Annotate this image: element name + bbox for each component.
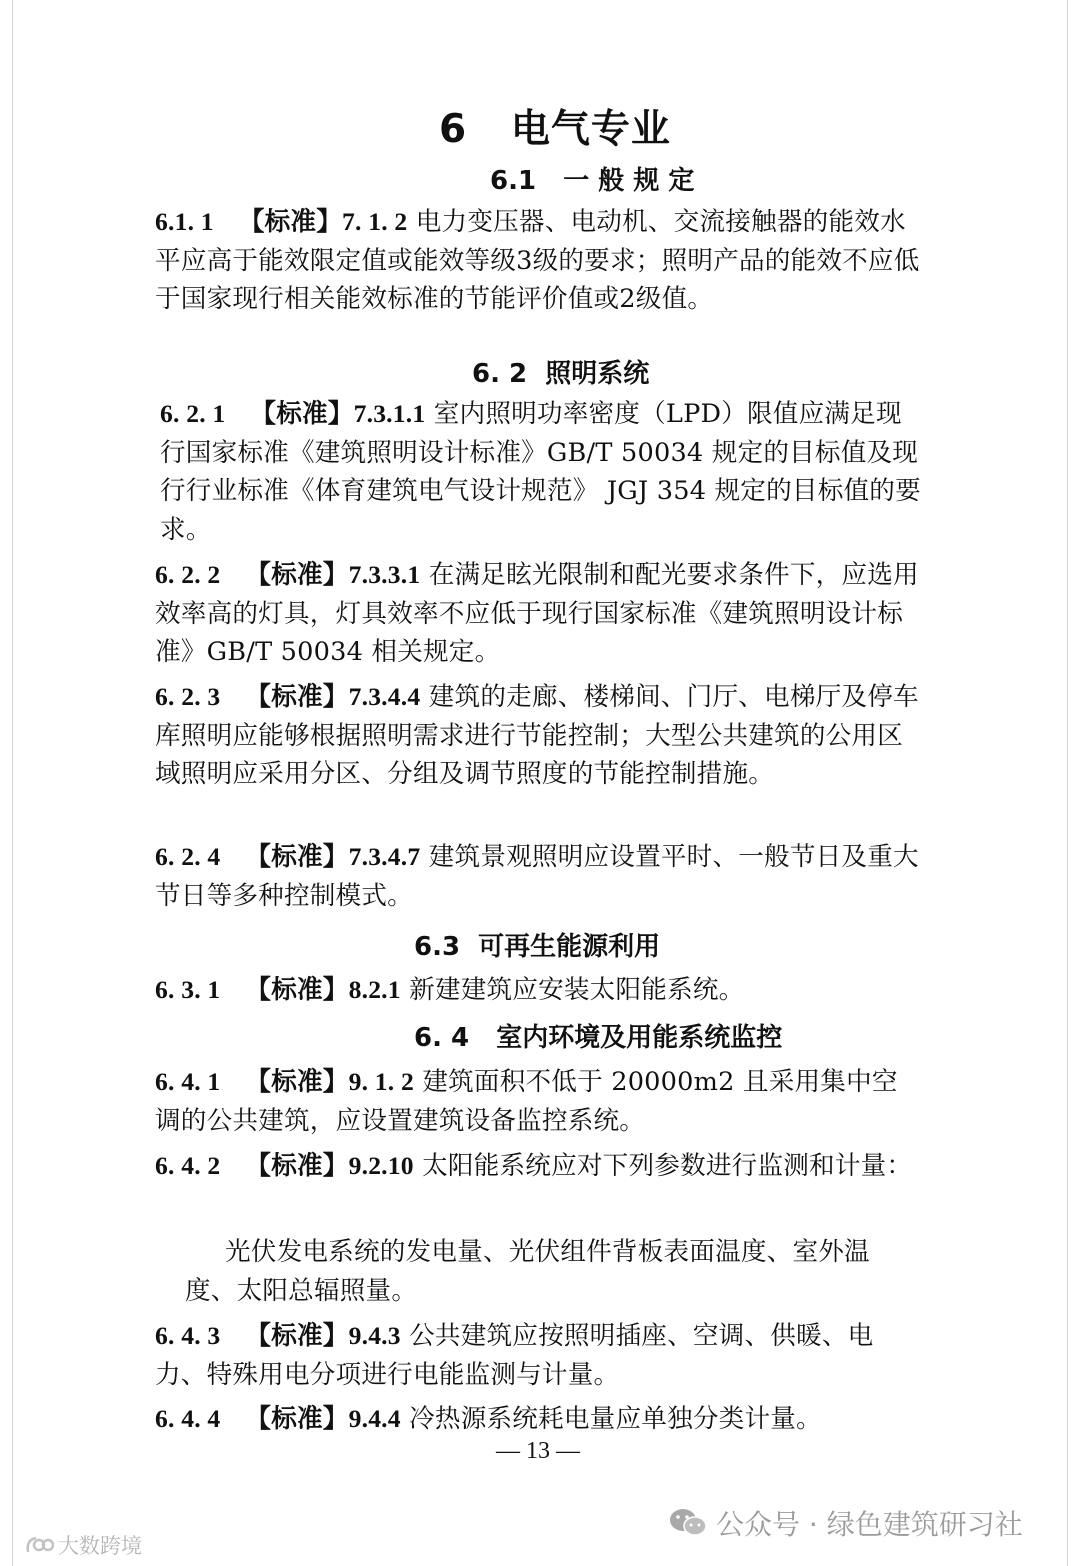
section-title: 室内环境及用能系统监控 <box>496 1023 783 1053</box>
clause-text: 新建建筑应安装太阳能系统。 <box>409 975 745 1005</box>
section-number: 6. 4 <box>414 1023 470 1053</box>
standard-tag: 【标准】 <box>245 682 349 712</box>
clause-text: 建筑景观照明应设置平时、一般节日及重大节日等多种控制模式。 <box>155 842 919 911</box>
clause-reference: 7.3.3.1 <box>348 560 421 589</box>
clause-number: 6.1. 1 <box>155 207 214 236</box>
section-heading-6-2 <box>472 353 649 390</box>
standard-tag: 【标准】 <box>245 842 349 872</box>
page-number: — 13 — <box>496 1438 580 1464</box>
clause-number: 6. 4. 1 <box>155 1067 221 1096</box>
section-heading-6-1 <box>490 160 694 197</box>
chapter-name: 电气专业 <box>510 107 671 152</box>
clause-text: 在满足眩光限制和配光要求条件下，应选用效率高的灯具，灯具效率不应低于现行国家标准《建筑照明设计标准》GB/T 50034 相关规定。 <box>155 560 919 667</box>
clause-number: 6. 2. 4 <box>155 842 221 871</box>
clause-text: 太阳能系统应对下列参数进行监测和计量： <box>422 1151 913 1181</box>
clause-6-4-3 <box>155 1317 920 1394</box>
clause-reference: 9. 1. 2 <box>348 1067 414 1096</box>
standard-tag: 【标准】 <box>245 975 349 1005</box>
clause-number: 6. 4. 4 <box>155 1404 221 1433</box>
clause-reference: 7. 1. 2 <box>342 207 408 236</box>
wechat-icon <box>668 1507 708 1539</box>
clause-reference: 8.2.1 <box>348 975 401 1004</box>
standard-tag: 【标准】 <box>245 1151 349 1181</box>
clause-reference: 7.3.1.1 <box>353 399 426 428</box>
section-heading-6-3 <box>414 926 660 963</box>
page-border-left <box>12 0 13 1566</box>
standard-tag: 【标准】 <box>250 399 354 429</box>
wechat-account-name: 公众号 · 绿色建筑研习社 <box>716 1508 1023 1541</box>
clause-6-4-4 <box>155 1400 920 1439</box>
clause-6-3-1 <box>155 971 920 1010</box>
clause-number: 6. 2. 2 <box>155 560 221 589</box>
clause-text: 电力变压器、电动机、交流接触器的能效水平应高于能效限定值或能效等级3级的要求；照明产品的能效不应低于国家现行相关能效标准的节能评价值或2级值。 <box>155 207 920 314</box>
page-border-right <box>1067 0 1068 1566</box>
clause-text: 建筑面积不低于 20000m2 且采用集中空调的公共建筑，应设置建筑设备监控系统。 <box>155 1067 898 1136</box>
clause-number: 6. 3. 1 <box>155 975 221 1004</box>
clause-number: 6. 2. 3 <box>155 682 221 711</box>
clause-6-4-2 <box>155 1147 920 1186</box>
clause-text: 室内照明功率密度（LPD）限值应满足现行国家标准《建筑照明设计标准》GB/T 50034 规定的目标值及现行行业标准《体育建筑电气设计规范》 JGJ 354 规定的目标值的要求。 <box>160 399 921 545</box>
clause-number: 6. 4. 3 <box>155 1321 221 1350</box>
section-heading-6-4 <box>414 1017 782 1054</box>
clause-text: 冷热源系统耗电量应单独分类计量。 <box>409 1404 822 1434</box>
standard-tag: 【标准】 <box>238 207 342 237</box>
clause-6-4-1 <box>155 1063 920 1140</box>
wechat-watermark <box>668 1503 1023 1543</box>
standard-tag: 【标准】 <box>245 1067 349 1097</box>
section-title: 一 般 规 定 <box>563 166 695 196</box>
clause-number: 6. 4. 2 <box>155 1151 221 1180</box>
clause-6-2-2 <box>155 556 920 672</box>
clause-6-2-1 <box>160 395 925 549</box>
site-watermark <box>24 1528 142 1562</box>
standard-tag: 【标准】 <box>245 1404 349 1434</box>
clause-number: 6. 2. 1 <box>160 399 226 428</box>
section-number: 6. 2 <box>472 359 528 389</box>
standard-tag: 【标准】 <box>245 1321 349 1351</box>
clause-reference: 7.3.4.7 <box>348 842 421 871</box>
chapter-number: 6 <box>439 107 468 152</box>
site-logo-icon <box>24 1532 54 1558</box>
clause-text: 公共建筑应按照明插座、空调、供暖、电力、特殊用电分项进行电能监测与计量。 <box>155 1321 874 1390</box>
clause-reference: 9.2.10 <box>348 1151 414 1180</box>
clause-text: 建筑的走廊、楼梯间、门厅、电梯厅及停车库照明应能够根据照明需求进行节能控制；大型公共建筑的公用区域照明应采用分区、分组及调节照度的节能控制措施。 <box>155 682 919 789</box>
clause-reference: 9.4.4 <box>348 1404 401 1433</box>
site-watermark-text: 大数跨境 <box>58 1534 142 1558</box>
monitoring-parameters-paragraph: 光伏发电系统的发电量、光伏组件背板表面温度、室外温度、太阳总辐照量。 <box>185 1237 870 1306</box>
section-title: 可再生能源利用 <box>478 932 661 962</box>
clause-6-2-4 <box>155 838 920 915</box>
clause-reference: 9.4.3 <box>348 1321 401 1350</box>
clause-6-2-3 <box>155 678 920 794</box>
clause-6-1-1 <box>155 203 920 319</box>
chapter-title <box>0 98 1080 154</box>
section-number: 6.3 <box>414 932 461 962</box>
section-title: 照明系统 <box>545 359 650 389</box>
clause-reference: 7.3.4.4 <box>348 682 421 711</box>
section-number: 6.1 <box>490 166 537 196</box>
standard-tag: 【标准】 <box>245 560 349 590</box>
